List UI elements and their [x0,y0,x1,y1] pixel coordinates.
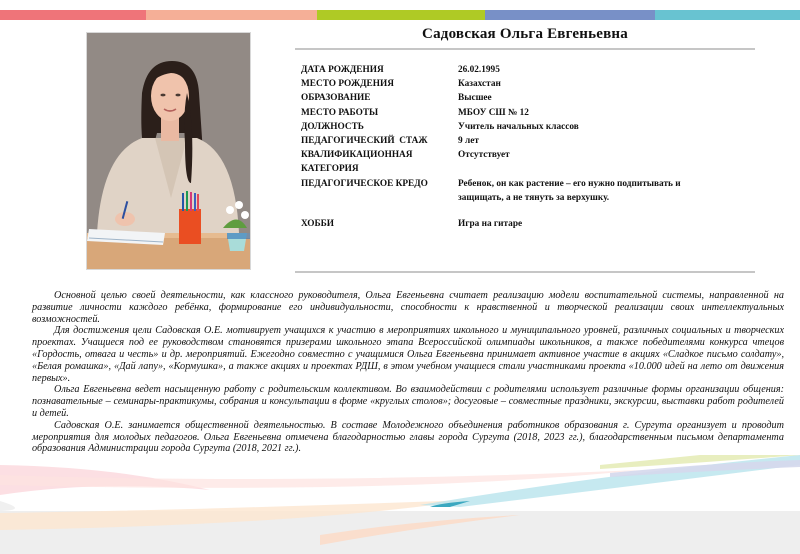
divider-bottom [295,271,755,273]
field-label: ДОЛЖНОСТЬ [301,121,364,132]
field-label: МЕСТО РОЖДЕНИЯ [301,79,394,90]
info-row-birth-date [301,63,751,77]
field-value: Казахстан [458,79,501,90]
field-label: ОБРАЗОВАНИЕ [301,93,371,104]
bio-paragraph: Основной целью своей деятельности, как классного руководителя, Ольга Евгеньевна считает реализацию модели воспитательной системы, направленной на развитие личности каждого ребёнка, формирование его индивидуальности, способности к нравственной и творческой реализации своих интеллектуальных возможностей. [32,290,784,325]
info-row-hobby [301,217,751,231]
field-value: 26.02.1995 [458,65,500,75]
color-segment-blue [485,10,655,20]
field-value: Ребенок, он как растение – его нужно подпитывать и защищать, а не тянуть за верхушку. [458,178,681,203]
color-segment-peach [146,10,317,20]
teacher-name-heading: Садовская Ольга Евгеньевна [422,26,628,42]
field-value: МБОУ СШ № 12 [458,107,529,118]
field-label: ПЕДАГОГИЧЕСКИЙ СТАЖ [301,136,428,147]
color-segment-red [0,10,146,20]
field-label: ХОББИ [301,219,334,230]
divider-top [295,48,755,50]
top-color-bar [0,10,800,20]
profile-photo [86,32,251,270]
info-row-education [301,91,751,105]
field-label: КВАЛИФИКАЦИОННАЯ КАТЕГОРИЯ [301,150,413,175]
field-value: Высшее [458,93,492,104]
field-label: ПЕДАГОГИЧЕСКОЕ КРЕДО [301,178,428,189]
field-label: МЕСТО РАБОТЫ [301,107,379,118]
info-row-position [301,120,751,134]
profile-info-table [301,63,751,231]
field-value: Игра на гитаре [458,219,523,230]
field-value: Учитель начальных классов [458,121,579,132]
info-row-birth-place [301,77,751,91]
biography-text [32,290,784,455]
portrait-image [87,33,251,270]
info-row-qualification [301,148,751,176]
field-label: ДАТА РОЖДЕНИЯ [301,65,384,75]
decorative-waves [0,455,800,554]
info-row-workplace [301,106,751,120]
bio-paragraph: Ольга Евгеньевна ведет насыщенную работу с родительским коллективом. Во взаимодействии с родителями использует различные формы организации общения: познавательные – семинары-практикумы, собрания и консультации в форме «круглых столов»; досуговые – совместные праздники, экскурсии, выставки работ родителей и детей. [32,384,784,419]
color-segment-cyan [655,10,800,20]
field-value: Отсутствует [458,150,510,161]
info-row-experience [301,134,751,148]
field-value: 9 лет [458,136,479,147]
bio-paragraph: Садовская О.Е. занимается общественной деятельностью. В составе Молодежного объединения работников образования г. Сургута организует и проводит мероприятия для молодых педагогов. Ольга Евгеньевна отмечена благодарностью главы города Сургута (2018, 2023 гг.), благодарственным письмом департамента образования Администрации города Сургута (2018, 2021 гг.). [32,419,784,455]
color-segment-green [317,10,485,20]
info-row-credo [301,177,751,205]
bio-paragraph: Для достижения цели Садовская О.Е. мотивирует учащихся к участию в мероприятиях школьного и муниципального уровней, различных социальных и творческих проектах. Учащиеся под ее руководством становятся призерами школьного этапа Всероссийской олимпиады школьников, а также победителями конкурса чтецов «Гордость, отвага и честь» и др. мероприятий. Ежегодно совместно с учащимися Ольга Евгеньевна принимает активное участие в акциях «Сладкое письмо солдату», «Белая ромашка», «Дай лапу», «Кормушка», а также акциях и проектах РДШ, в этом учебном учащиеся стали участниками проекта «10.000 идей на лето от движения первых». [32,325,784,384]
